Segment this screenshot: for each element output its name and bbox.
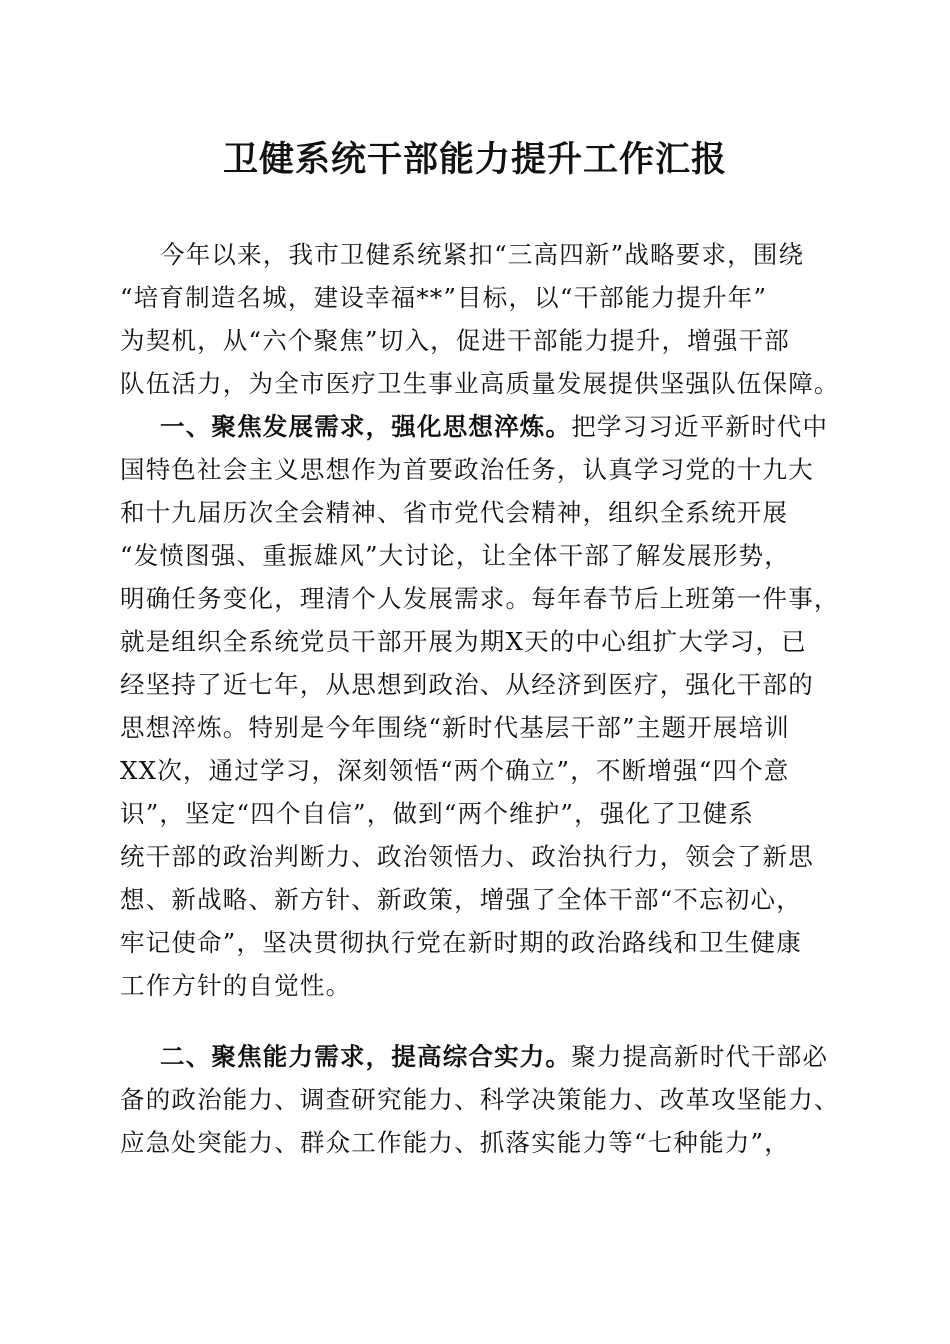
- paragraph-line: “发愤图强、重振雄风”大讨论，让全体干部了解发展形势，: [120, 541, 790, 570]
- paragraph-line: 国特色社会主义思想作为首要政治任务，认真学习党的十九大: [120, 455, 814, 484]
- paragraph-line: 思想淬炼。特别是今年围绕“新时代基层干部”主题开展培训: [120, 713, 790, 742]
- paragraph-line: 应急处突能力、群众工作能力、抓落实能力等“七种能力”，: [120, 1128, 790, 1157]
- section-2-heading: 二、聚焦能力需求，提高综合实力。: [160, 1042, 572, 1071]
- section-2-first-line-text: 聚力提高新时代干部必: [571, 1042, 829, 1071]
- paragraph-line: 就是组织全系统党员干部开展为期X天的中心组扩大学习，已: [120, 627, 807, 656]
- paragraph-line: 队伍活力，为全市医疗卫生事业高质量发展提供坚强队伍保障。: [120, 369, 840, 398]
- section-2-paragraph: [120, 1035, 840, 1164]
- section-1-first-line-text: 把学习习近平新时代中: [571, 412, 829, 441]
- paragraph-line: 识”，坚定“四个自信”，做到“两个维护”，强化了卫健系: [120, 799, 755, 828]
- paragraph-line: XX次，通过学习，深刻领悟“两个确立”，不断增强“四个意: [120, 756, 790, 785]
- section-1-heading: 一、聚焦发展需求，强化思想淬炼。: [160, 412, 572, 441]
- paragraph-line: 统干部的政治判断力、政治领悟力、政治执行力，领会了新思: [120, 842, 814, 871]
- section-1-paragraph: [120, 405, 840, 1007]
- paragraph-line: 牢记使命”，坚决贯彻执行党在新时期的政治路线和卫生健康: [120, 928, 802, 957]
- paragraph-line: 想、新战略、新方针、新政策，增强了全体干部“不忘初心，: [120, 885, 802, 914]
- paragraph-line: 经坚持了近七年，从思想到政治、从经济到医疗，强化干部的: [120, 670, 814, 699]
- paragraph-line: 备的政治能力、调查研究能力、科学决策能力、改革攻坚能力、: [120, 1085, 840, 1114]
- paragraph-line: [120, 405, 832, 448]
- paragraph-line: 今年以来，我市卫健系统紧扣“三高四新”战略要求，围绕: [160, 240, 805, 269]
- paragraph-line: 工作方针的自觉性。: [120, 971, 352, 1000]
- paragraph-line: 和十九届历次全会精神、省市党代会精神，组织全系统开展: [120, 498, 789, 527]
- document-title: 卫健系统干部能力提升工作汇报: [222, 139, 727, 180]
- paragraph-line: [120, 1035, 832, 1078]
- paragraph-line: “培育制造名城，建设幸福**”目标，以“干部能力提升年”: [120, 283, 768, 312]
- intro-paragraph: [120, 233, 840, 405]
- paragraph-line: 明确任务变化，理清个人发展需求。每年春节后上班第一件事，: [120, 584, 840, 613]
- paragraph-line: 为契机，从“六个聚焦”切入，促进干部能力提升，增强干部: [120, 326, 790, 355]
